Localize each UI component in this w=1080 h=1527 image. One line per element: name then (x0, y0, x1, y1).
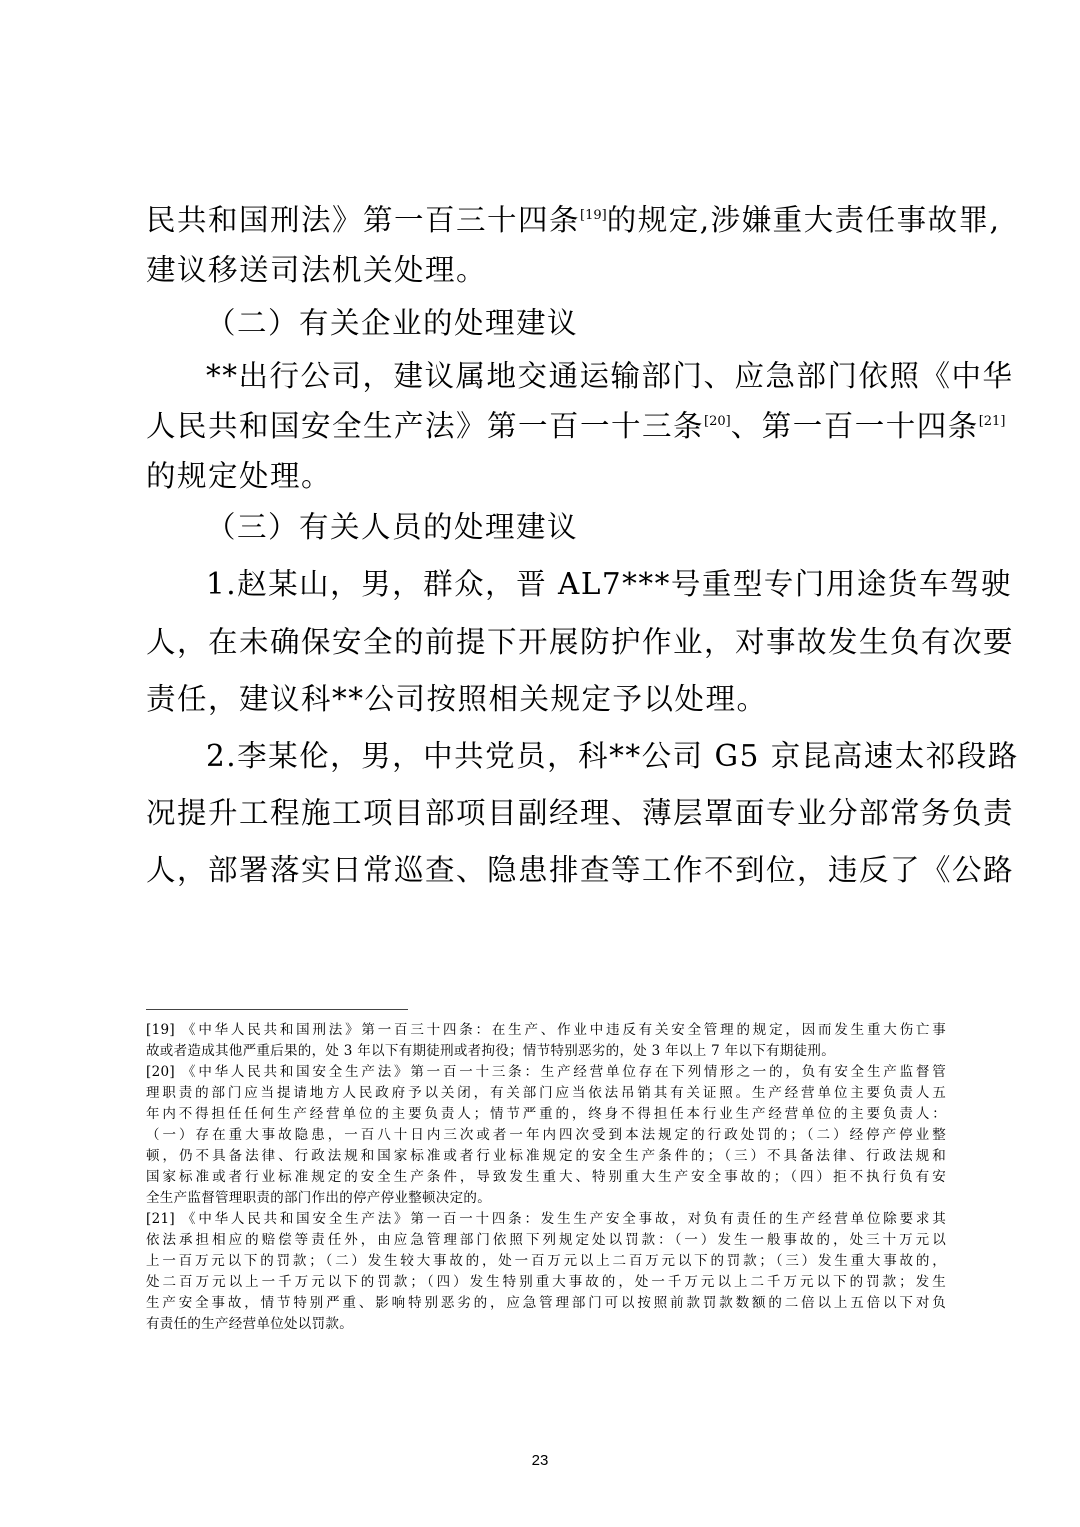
footnote-line: 有责任的生产经营单位处以罚款。 (146, 1316, 353, 1332)
page-number: 23 (531, 1452, 549, 1469)
footnote-ref-20[interactable]: [20] (704, 414, 731, 430)
body-line: 2.李某伦，男，中共党员，科**公司 G5 京昆高速太祁段路 (206, 739, 1019, 773)
footnote-line: 国家标准或者行业标准规定的安全生产条件，导致发生重大、特别重大生产安全事故的；（四）拒不执行负有安 (146, 1169, 946, 1185)
body-line: 人民共和国安全生产法》第一百一十三条[20]、第一百一十四条[21] (146, 409, 1006, 443)
footnote-divider (146, 1009, 408, 1010)
footnote-line: 年内不得担任任何生产经营单位的主要负责人；情节严重的，终身不得担任本行业生产经营单位的主要负责人： (146, 1106, 946, 1122)
body-line: 责任，建议科**公司按照相关规定予以处理。 (146, 682, 768, 716)
footnote-line: 处二百万元以上一千万元以下的罚款；（四）发生特别重大事故的，处一千万元以上二千万元以下的罚款；发生 (146, 1274, 946, 1290)
footnote-line: 全生产监督管理职责的部门作出的停产停业整顿决定的。 (146, 1190, 491, 1206)
footnote-line: 故或者造成其他严重后果的，处 3 年以下有期徒刑或者拘役；情节特别恶劣的，处 3 年以上 7 年以下有期徒刑。 (146, 1043, 836, 1059)
section-heading: （三）有关人员的处理建议 (206, 510, 579, 544)
body-line: 建议移送司法机关处理。 (146, 253, 488, 287)
footnote-line: 理职责的部门应当提请地方人民政府予以关闭，有关部门应当依法吊销其有关证照。生产经营单位主要负责人五 (146, 1085, 946, 1101)
footnote-line: （一）存在重大事故隐患，一百八十日内三次或者一年内四次受到本法规定的行政处罚的；（二）经停产停业整 (146, 1127, 946, 1143)
section-heading: （二）有关企业的处理建议 (206, 306, 579, 340)
footnote-line: [20] 《中华人民共和国安全生产法》第一百一十三条：生产经营单位存在下列情形之一的，负有安全生产监督管 (146, 1064, 946, 1080)
body-line: 的规定处理。 (146, 459, 333, 493)
body-line: 民共和国刑法》第一百三十四条[19]的规定,涉嫌重大责任事故罪, (146, 203, 1001, 237)
footnote-line: 上一百万元以下的罚款；（二）发生较大事故的，处一百万元以上二百万元以下的罚款；（三）发生重大事故的， (146, 1253, 946, 1269)
footnote-line: [21] 《中华人民共和国安全生产法》第一百一十四条：发生生产安全事故，对负有责任的生产经营单位除要求其 (146, 1211, 946, 1227)
footnote-line: 生产安全事故，情节特别严重、影响特别恶劣的，应急管理部门可以按照前款罚款数额的二倍以上五倍以下对负 (146, 1295, 946, 1311)
footnote-ref-21[interactable]: [21] (978, 414, 1006, 430)
footnote-line: 依法承担相应的赔偿等责任外，由应急管理部门依照下列规定处以罚款：（一）发生一般事故的，处三十万元以 (146, 1232, 946, 1248)
footnote-line: 顿，仍不具备法律、行政法规和国家标准或者行业标准规定的安全生产条件的；（三）不具备法律、行政法规和 (146, 1148, 946, 1164)
body-line: **出行公司，建议属地交通运输部门、应急部门依照《中华 (206, 359, 1014, 393)
footnote-line: [19] 《中华人民共和国刑法》第一百三十四条：在生产、作业中违反有关安全管理的规定，因而发生重大伤亡事 (146, 1022, 946, 1038)
body-line: 况提升工程施工项目部项目副经理、薄层罩面专业分部常务负责 (146, 796, 1015, 830)
body-line: 人，部署落实日常巡查、隐患排查等工作不到位，违反了《公路 (146, 853, 1015, 887)
footnote-ref-19[interactable]: [19] (580, 208, 607, 224)
body-line: 人，在未确保安全的前提下开展防护作业，对事故发生负有次要 (146, 625, 1015, 659)
body-line: 1.赵某山，男，群众，晋 AL7***号重型专门用途货车驾驶 (206, 567, 1012, 601)
